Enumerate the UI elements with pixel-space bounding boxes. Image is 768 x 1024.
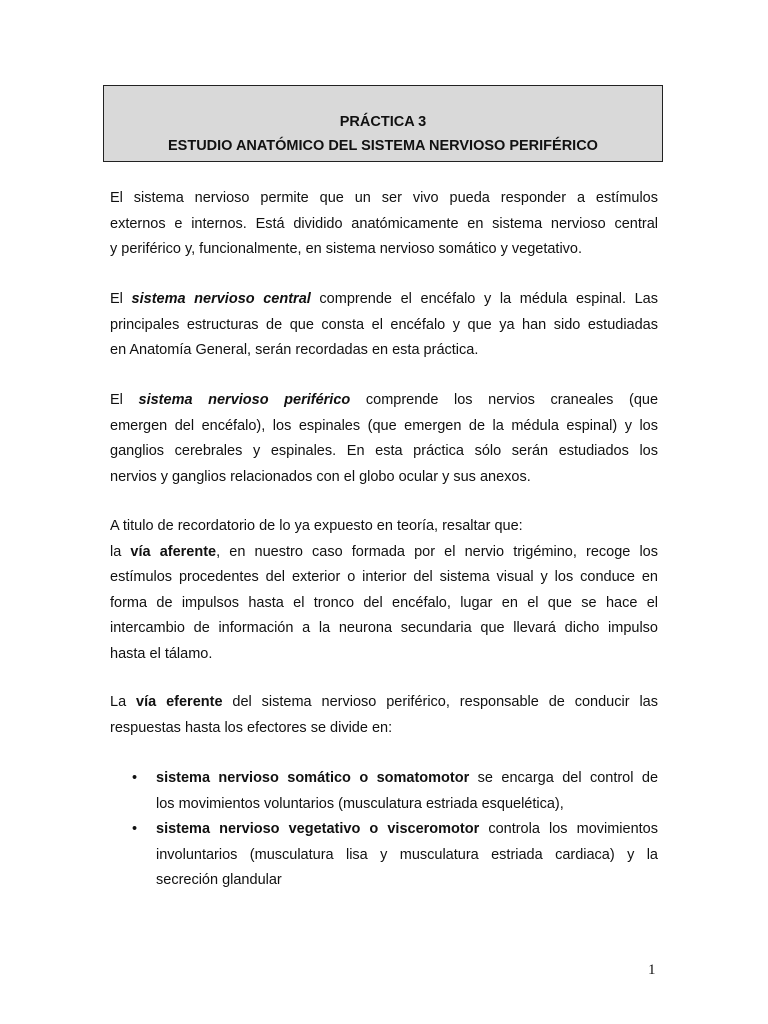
emphasis-term: vía eferente [136, 694, 223, 710]
paragraph-line: emergen del encéfalo), los espinales (que emergen de la médula espinal) y los [110, 417, 658, 434]
text-run: El [110, 291, 132, 307]
text-run: del sistema nervioso periférico, responsable de conducir las [222, 694, 658, 710]
paragraph-line: en Anatomía General, serán recordadas en esta práctica. [110, 342, 479, 358]
paragraph-intro [110, 186, 658, 263]
paragraph-line: y periférico y, funcionalmente, en sistema nervioso somático y vegetativo. [110, 241, 583, 257]
paragraph-line [110, 690, 658, 716]
text-run: El [110, 392, 139, 408]
paragraph-line [110, 287, 658, 313]
practice-number-heading: PRÁCTICA 3 [339, 114, 427, 130]
paragraph-line: hasta el tálamo. [110, 645, 213, 662]
bullet-icon: • [132, 821, 138, 837]
paragraph-line: principales estructuras de que consta el encéfalo y que ya han sido estudiadas [110, 316, 658, 333]
paragraph-line: involuntarios (musculatura lisa y musculatura estriada cardiaca) y la [156, 846, 658, 863]
bullet-icon: • [132, 770, 138, 786]
bullet-list [110, 766, 658, 894]
paragraph-line: secreción glandular [156, 872, 282, 888]
practice-title-heading: ESTUDIO ANATÓMICO DEL SISTEMA NERVIOSO PERIFÉRICO [168, 138, 598, 154]
paragraph-central-nervous-system [110, 287, 658, 364]
text-run: comprende el encéfalo y la médula espinal. Las [310, 291, 658, 307]
emphasis-term: sistema nervioso periférico [138, 392, 351, 408]
emphasis-term: sistema nervioso vegetativo o visceromotor [156, 821, 480, 837]
list-item [110, 766, 658, 817]
text-run: la [110, 543, 131, 560]
title-box [103, 85, 663, 162]
text-run: comprende los nervios craneales (que [350, 392, 659, 408]
paragraph-line: A titulo de recordatorio de lo ya expuesto en teoría, resaltar que: [110, 518, 523, 534]
text-run: , en nuestro caso formada por el nervio trigémino, recoge los [216, 543, 658, 560]
paragraph-peripheral-nervous-system [110, 388, 658, 490]
paragraph-line: intercambio de información a la neurona secundaria que llevará dicho impulso [110, 620, 658, 636]
paragraph-efferent-pathway [110, 690, 658, 741]
paragraph-line [156, 817, 658, 843]
emphasis-term: sistema nervioso somático o somatomotor [156, 770, 470, 786]
emphasis-term: vía aferente [130, 543, 217, 560]
paragraph-line: los movimientos voluntarios (musculatura estriada esquelética), [156, 795, 564, 812]
paragraph-line: nervios y ganglios relacionados con el globo ocular y sus anexos. [110, 468, 531, 485]
paragraph-line: estímulos procedentes del exterior o interior del sistema visual y los conduce en [110, 569, 658, 585]
page-number: 1 [648, 962, 656, 978]
paragraph-line [156, 766, 658, 792]
paragraph-line [110, 388, 658, 414]
text-run: La [110, 694, 137, 710]
paragraph-line: El sistema nervioso permite que un ser vivo pueda responder a estímulos [110, 190, 658, 206]
paragraph-line [110, 540, 658, 566]
paragraph-afferent-pathway [110, 514, 658, 667]
text-run: se encarga del control de [469, 770, 659, 786]
emphasis-term: sistema nervioso central [131, 291, 311, 307]
text-run: controla los movimientos [479, 821, 659, 837]
paragraph-line: forma de impulsos hasta el tronco del encéfalo, lugar en el que se hace el [110, 594, 658, 611]
paragraph-line: externos e internos. Está dividido anatómicamente en sistema nervioso central [110, 215, 658, 232]
list-item [110, 817, 658, 894]
paragraph-line: ganglios cerebrales y espinales. En esta práctica sólo serán estudiados los [110, 443, 658, 459]
paragraph-line: respuestas hasta los efectores se divide en: [110, 719, 393, 736]
